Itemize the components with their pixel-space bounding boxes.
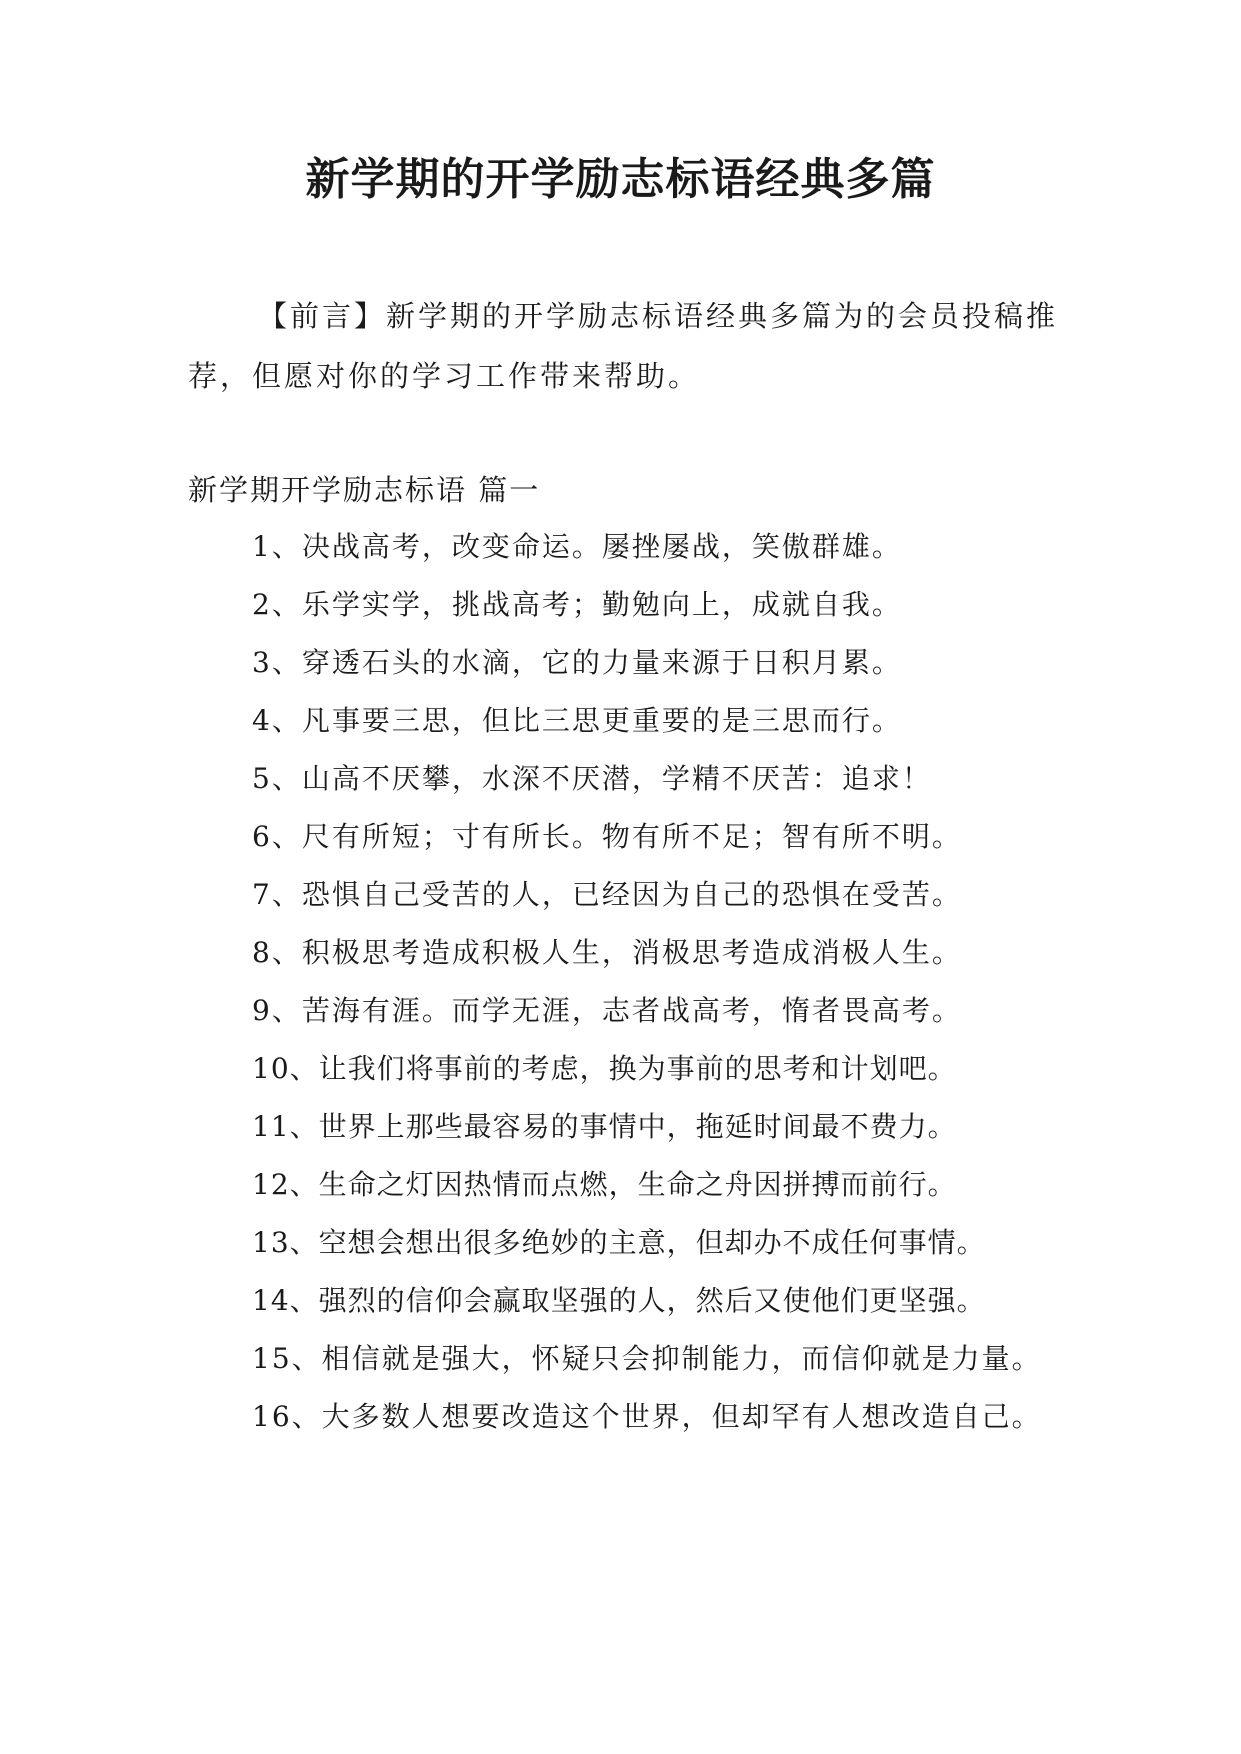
list-item: 5、山高不厌攀，水深不厌潜，学精不厌苦：追求！ bbox=[252, 762, 932, 795]
list-item: 15、相信就是强大，怀疑只会抑制能力，而信仰就是力量。 bbox=[252, 1342, 1042, 1375]
list-item: 14、强烈的信仰会赢取坚强的人，然后又使他们更坚强。 bbox=[252, 1284, 986, 1317]
list-item: 13、空想会想出很多绝妙的主意，但却办不成任何事情。 bbox=[252, 1226, 986, 1259]
list-item: 2、乐学实学，挑战高考；勤勉向上，成就自我。 bbox=[252, 588, 902, 621]
list-item: 16、大多数人想要改造这个世界，但却罕有人想改造自己。 bbox=[252, 1400, 1042, 1433]
list-item: 3、穿透石头的水滴，它的力量来源于日积月累。 bbox=[252, 646, 902, 679]
preface-paragraph: 【前言】新学期的开学励志标语经典多篇为的会员投稿推荐，但愿对你的学习工作带来帮助。 bbox=[188, 299, 1059, 393]
list-item: 4、凡事要三思，但比三思更重要的是三思而行。 bbox=[252, 704, 902, 737]
list-item: 11、世界上那些最容易的事情中，拖延时间最不费力。 bbox=[252, 1110, 957, 1143]
list-item: 7、恐惧自己受苦的人，已经因为自己的恐惧在受苦。 bbox=[252, 878, 962, 911]
section-heading: 新学期开学励志标语 篇一 bbox=[188, 473, 541, 507]
list-item: 12、生命之灯因热情而点燃，生命之舟因拼搏而前行。 bbox=[252, 1168, 957, 1201]
list-item: 6、尺有所短；寸有所长。物有所不足；智有所不明。 bbox=[252, 820, 962, 853]
list-item: 8、积极思考造成积极人生，消极思考造成消极人生。 bbox=[252, 936, 962, 969]
list-item: 9、苦海有涯。而学无涯，志者战高考，惰者畏高考。 bbox=[252, 994, 962, 1027]
list-item: 10、让我们将事前的考虑，换为事前的思考和计划吧。 bbox=[252, 1052, 957, 1085]
document-title: 新学期的开学励志标语经典多篇 bbox=[305, 154, 936, 205]
list-item: 1、决战高考，改变命运。屡挫屡战，笑傲群雄。 bbox=[252, 530, 902, 563]
slogan-list bbox=[188, 518, 1068, 1446]
